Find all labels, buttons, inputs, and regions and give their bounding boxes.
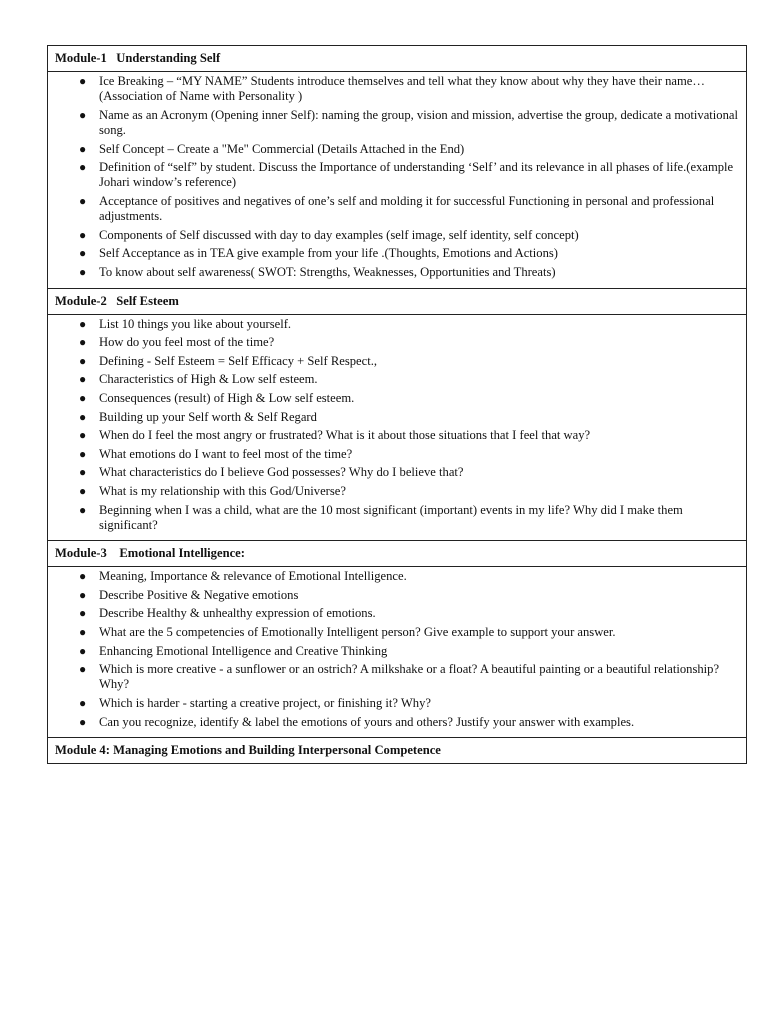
bullet-icon: ● <box>79 335 87 350</box>
module-2-header <box>48 289 746 315</box>
bullet-icon: ● <box>79 227 87 242</box>
list-item: ● Name as an Acronym (Opening inner Self): naming the group, vision and mission, advertise the group, dedicate a motivational song. <box>79 107 738 137</box>
module-3-header <box>48 541 746 567</box>
list-item: ● Defining - Self Esteem = Self Efficacy + Self Respect., <box>79 353 378 368</box>
bullet-icon: ● <box>79 372 87 387</box>
bullet-icon: ● <box>79 107 87 122</box>
bullet-icon: ● <box>79 569 87 584</box>
list-item: ● Enhancing Emotional Intelligence and Creative Thinking <box>79 643 388 658</box>
list-item: ● Building up your Self worth & Self Regard <box>79 409 317 424</box>
list-item: ● Meaning, Importance & relevance of Emotional Intelligence. <box>79 569 407 584</box>
list-item: ● Which is more creative - a sunflower or an ostrich? A milkshake or a float? A beautiful painting or a beautiful relationship? Why? <box>79 662 720 692</box>
bullet-icon: ● <box>79 390 87 405</box>
list-item: ● What are the 5 competencies of Emotionally Intelligent person? Give example to support your answer. <box>79 625 616 640</box>
syllabus-table <box>47 45 747 764</box>
list-item: ● Self Concept – Create a "Me" Commercial (Details Attached in the End) <box>79 141 465 156</box>
list-item: ● Which is harder - starting a creative project, or finishing it? Why? <box>79 696 431 711</box>
list-item: ● What emotions do I want to feel most of the time? <box>79 446 353 461</box>
list-item: ● Acceptance of positives and negatives of one’s self and molding it for successful Functioning in personal and professional adjustments. <box>79 193 715 224</box>
bullet-icon: ● <box>79 502 87 517</box>
list-item: ● List 10 things you like about yourself. <box>79 316 292 331</box>
module-4-title: Module 4: Managing Emotions and Building Interpersonal Competence <box>55 743 441 758</box>
module-1-header <box>48 46 746 72</box>
module-2-number: Module-2 <box>55 293 107 308</box>
list-item: ● Definition of “self” by student. Discuss the Importance of understanding ‘Self’ and its relevance in all phases of life.(example Johari window’s reference) <box>79 160 734 190</box>
list-item: ● Beginning when I was a child, what are the 10 most significant (important) events in my life? Why did I make them significant? <box>79 502 683 532</box>
bullet-icon: ● <box>79 74 87 88</box>
module-1-body <box>48 72 746 289</box>
module-3-list <box>54 569 740 730</box>
module-3-number: Module-3 <box>55 546 107 561</box>
list-item: ● When do I feel the most angry or frustrated? What is it about those situations that I feel that way? <box>79 428 591 443</box>
bullet-icon: ● <box>79 264 87 279</box>
module-2-list <box>54 317 740 533</box>
bullet-icon: ● <box>79 643 87 658</box>
bullet-icon: ● <box>79 193 87 208</box>
list-item: ● Characteristics of High & Low self esteem. <box>79 372 318 387</box>
list-item: ● What characteristics do I believe God possesses? Why do I believe that? <box>79 465 464 480</box>
list-item: ● Components of Self discussed with day to day examples (self image, self identity, self concept) <box>79 227 579 242</box>
list-item: ● What is my relationship with this God/Universe? <box>79 483 346 498</box>
module-3-title: Emotional Intelligence: <box>119 546 245 561</box>
bullet-icon: ● <box>79 141 87 156</box>
bullet-icon: ● <box>79 662 87 677</box>
bullet-icon: ● <box>79 696 87 711</box>
bullet-icon: ● <box>79 353 87 368</box>
bullet-icon: ● <box>79 714 87 729</box>
bullet-icon: ● <box>79 446 87 461</box>
module-4-header <box>48 738 746 763</box>
module-1-number: Module-1 <box>55 51 107 65</box>
list-item: ● Describe Positive & Negative emotions <box>79 587 299 602</box>
bullet-icon: ● <box>79 606 87 621</box>
list-item: ● Ice Breaking – “MY NAME” Students introduce themselves and tell what they know about why they have their name… (Association of Name with Personality ) <box>79 74 705 104</box>
list-item: ● Can you recognize, identify & label the emotions of yours and others? Justify your answer with examples. <box>79 714 635 729</box>
bullet-icon: ● <box>79 465 87 480</box>
module-2-body <box>48 315 746 542</box>
bullet-icon: ● <box>79 246 87 261</box>
list-item: ● Describe Healthy & unhealthy expression of emotions. <box>79 606 376 621</box>
module-1-title: Understanding Self <box>116 51 221 65</box>
bullet-icon: ● <box>79 160 87 175</box>
bullet-icon: ● <box>79 625 87 640</box>
list-item: ● How do you feel most of the time? <box>79 335 275 350</box>
bullet-icon: ● <box>79 409 87 424</box>
bullet-icon: ● <box>79 587 87 602</box>
list-item: ● To know about self awareness( SWOT: Strengths, Weaknesses, Opportunities and Threats) <box>79 264 556 279</box>
module-1-list <box>54 74 740 280</box>
module-2-title: Self Esteem <box>116 293 179 308</box>
bullet-icon: ● <box>79 428 87 443</box>
bullet-icon: ● <box>79 316 87 331</box>
bullet-icon: ● <box>79 483 87 498</box>
module-3-body <box>48 567 746 738</box>
list-item: ● Self Acceptance as in TEA give example from your life .(Thoughts, Emotions and Actions) <box>79 246 558 261</box>
list-item: ● Consequences (result) of High & Low self esteem. <box>79 390 355 405</box>
